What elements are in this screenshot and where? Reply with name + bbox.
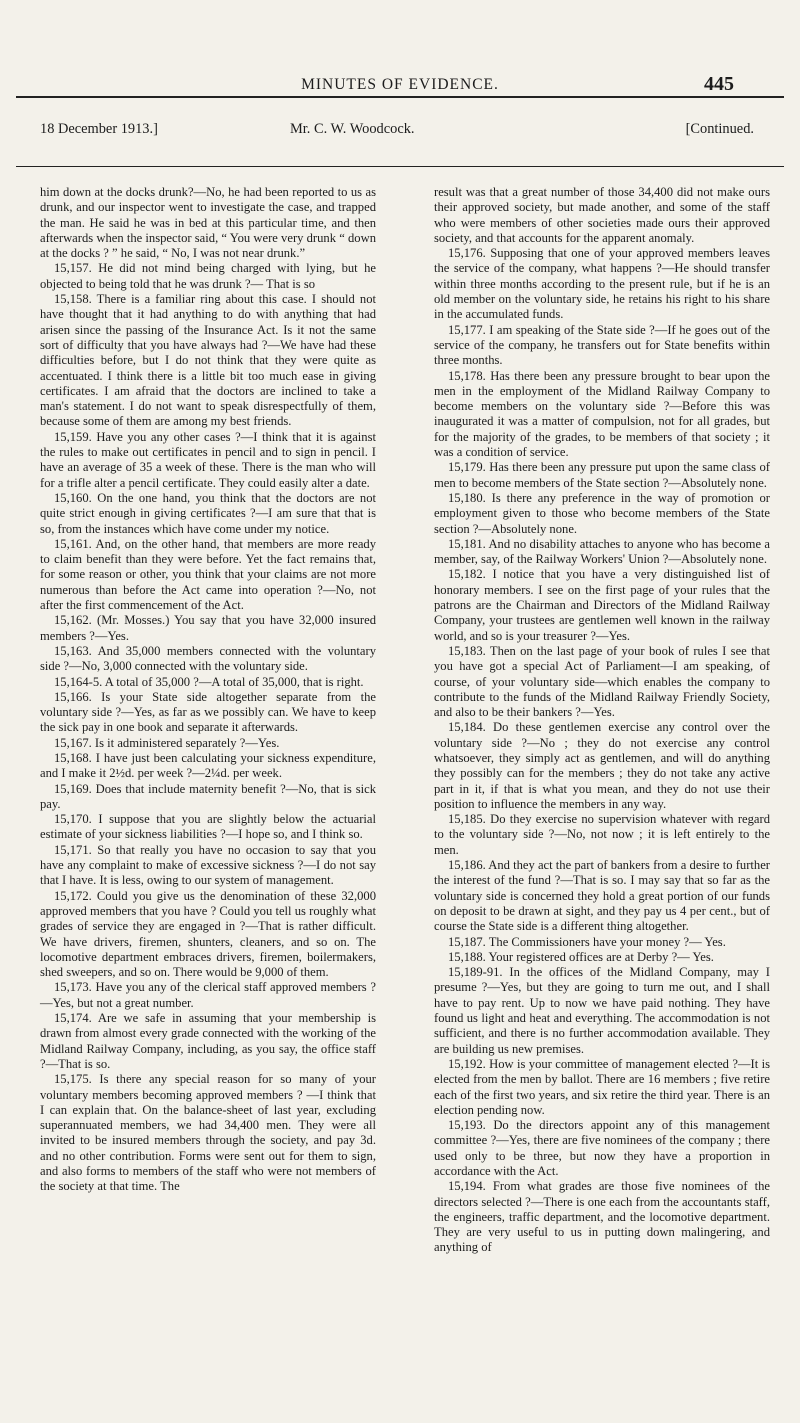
paragraph: 15,167. Is it administered separately ?—Yes. — [54, 735, 280, 750]
paragraph: 15,193. Do the directors appoint any of this management committee ?—Yes, there are five nominees of the company ; there used only to be three, but now they have a proportion in accordance with the Act. — [434, 1118, 770, 1178]
page-title: MINUTES OF EVIDENCE. — [301, 76, 499, 93]
running-head — [40, 121, 754, 141]
witness-name: Mr. C. W. Woodcock. — [290, 121, 415, 137]
paragraph: 15,176. Supposing that one of your approved members leaves the service of the company, what happens ?—He should transfer within three months according to the present rule, but if he is an old member on the voluntary side, he retains his right to his share in the accumulated funds. — [434, 246, 770, 322]
paragraph: 15,179. Has there been any pressure put upon the same class of men to become members of the State section ?—Absolutely none. — [434, 460, 770, 490]
paragraph: 15,186. And they act the part of bankers from a desire to further the interest of the fund ?—That is so. I may say that so far as the voluntary side is concerned they hold a great portion of our funds on deposit to be drawn at sight, and they pay us 4 per cent., but of course the State side is a different thing altogether. — [434, 858, 770, 934]
paragraph: 15,177. I am speaking of the State side ?—If he goes out of the service of the company, he transfers out for State benefits within three months. — [434, 322, 770, 368]
paragraph: 15,175. Is there any special reason for so many of your voluntary members becoming approved members ? —I think that I can explain that. On the balance-sheet of last year, excluding superannuated members, we had 34,400 men. They were all invited to be insured members through the society, and pay 3d. and no other contribution. Forms were sent out for them to sign, and also forms to members of the staff who were not members of the society at that time. The — [40, 1072, 376, 1194]
paragraph: 15,160. On the one hand, you think that the doctors are not quite strict enough in giving certificates ?—I am sure that that is so, from the instances which have come under my notice. — [40, 490, 376, 536]
paragraph: 15,157. He did not mind being charged with lying, but he objected to being told that he was drunk ?— That is so — [40, 261, 376, 291]
paragraph: him down at the docks drunk?—No, he had been reported to us as drunk, and our inspector went to investigate the case, and trapped the man. He said he was in bed at this particular time, and then afterwards when the inspector said, “ You were very drunk “ down at the docks ? ” he said, “ No, I was not near drunk.” — [40, 185, 376, 261]
paragraph: 15,188. Your registered offices are at Derby ?— Yes. — [448, 949, 714, 964]
right-column — [434, 185, 770, 1256]
paragraph: 15,181. And no disability attaches to anyone who has become a member, say, of the Railway Workers' Union ?—Absolutely none. — [434, 536, 770, 567]
paragraph: 15,166. Is your State side altogether separate from the voluntary side ?—Yes, as far as we possibly can. We have to keep the sick pay in one book and separate it afterwards. — [40, 689, 376, 735]
paragraph: 15,162. (Mr. Mosses.) You say that you have 32,000 insured members ?—Yes. — [40, 613, 376, 643]
paragraph: 15,161. And, on the other hand, that members are more ready to claim benefit than they were before. Yet the fact remains that, for some reason or other, you think that your claims are not more numerous than before the Act came into operation ?—No, not after the first commencement of the Act. — [40, 536, 376, 613]
paragraph: 15,171. So that really you have no occasion to say that you have any complaint to make of excessive sickness ?—I do not say that I have. It is less, owing to our system of management. — [40, 842, 376, 888]
paragraph: 15,194. From what grades are those five nominees of the directors selected ?—There is one each from the accountants staff, the engineers, traffic department, and the locomotive department. They are very useful to us in putting down malingering, and anything of — [434, 1179, 770, 1255]
paragraph: 15,158. There is a familiar ring about this case. I should not have thought that it had anything to do with anything that had arisen since the passing of the Insurance Act. Is it not the same sort of difficulty that you have always had ?—We have had these difficulties before, but I do not think that they were quite as accentuated. I think there is a little bit too much ease in giving certificates. I am afraid that the doctors are inclined to take a man's statement. I do not want to speak disrespectfully of them, because some of them are among my best friends. — [40, 292, 376, 429]
left-column — [40, 185, 376, 1195]
paragraph: 15,173. Have you any of the clerical staff approved members ?—Yes, but not a great number. — [40, 980, 376, 1010]
head-rule — [16, 166, 784, 167]
paragraph: 15,163. And 35,000 members connected with the voluntary side ?—No, 3,000 connected with the voluntary side. — [40, 643, 376, 674]
paragraph: 15,183. Then on the last page of your book of rules I see that you have got a special Act of Parliament—I am speaking, of course, of your voluntary side—which enables the company to contribute to the funds of the Midland Railway Friendly Society, and also to be their bankers ?—Yes. — [434, 643, 770, 720]
paragraph: 15,178. Has there been any pressure brought to bear upon the men in the employment of the Midland Railway Company to become members on the voluntary side ?—Before this was inaugurated it was a matter of compulsion, not for all grades, but for the majority of the grades, to be members of that society ; it was a condition of service. — [434, 368, 770, 460]
paragraph: result was that a great number of those 34,400 did not make ours their approved society, but made another, and some of the staff who were members of other societies made ours their approved society, and that accounts for the apparent anomaly. — [434, 185, 770, 245]
paragraph: 15,159. Have you any other cases ?—I think that it is against the rules to make out certificates in pencil and to sign in pencil. I have an average of 35 a week of these. There is the man who will for a trifle alter a pencil certificate. They could easily alter a date. — [40, 429, 376, 490]
paragraph: 15,185. Do they exercise no supervision whatever with regard to the voluntary side ?—No, not now ; it is left entirely to the men. — [434, 812, 770, 857]
paragraph: 15,187. The Commissioners have your money ?— Yes. — [448, 934, 726, 949]
paragraph: 15,169. Does that include maternity benefit ?—No, that is sick pay. — [40, 781, 376, 811]
page-number: 445 — [704, 73, 734, 95]
continued-label: [Continued. — [685, 121, 754, 137]
paragraph: 15,180. Is there any preference in the way of promotion or employment given to those who become members of the State section ?—Absolutely none. — [434, 490, 770, 536]
paragraph: 15,189-91. In the offices of the Midland Company, may I presume ?—Yes, but they are going to turn me out, and I shall have to pay rent. Up to now we have paid nothing. They have found us light and heat and everything. The accommodation is not sufficient, and there is no further accommodation available. They are building us new premises. — [434, 965, 770, 1056]
paragraph: 15,184. Do these gentlemen exercise any control over the voluntary side ?—No ; they do not exercise any control whatsoever, they simply act as gentlemen, and will do anything they possibly can for the members ; they do not take any active part in it, if that is what you mean, and they do not use their position to influence the members in any way. — [434, 720, 770, 811]
paragraph: 15,164-5. A total of 35,000 ?—A total of 35,000, that is right. — [54, 674, 364, 689]
paragraph: 15,170. I suppose that you are slightly below the actuarial estimate of your sickness liabilities ?—I hope so, and I think so. — [40, 812, 376, 842]
paragraph: 15,174. Are we safe in assuming that your membership is drawn from almost every grade connected with the working of the Midland Railway Company, including, as you say, the office staff ?—That is so. — [40, 1011, 376, 1071]
top-rule — [16, 96, 784, 98]
paragraph: 15,192. How is your committee of management elected ?—It is elected from the men by ballot. There are 16 members ; five retire each of the first two years, and six retire the third year. There is an election pending now. — [434, 1056, 770, 1117]
paragraph: 15,172. Could you give us the denomination of these 32,000 approved members that you have ? Could you tell us roughly what grades of service they are engaged in ?—That is rather difficult. We have drivers, firemen, shunters, cleaners, and so on. The locomotive department embraces drivers, firemen, boilermakers, shed sweepers, and so on. There would be 9,000 of them. — [40, 888, 376, 980]
hearing-date: 18 December 1913.] — [40, 121, 158, 137]
paragraph: 15,182. I notice that you have a very distinguished list of honorary members. I see on the first page of your rules that the patrons are the Chairman and Directors of the Midland Railway Company, your trustees are gentlemen well known in the railway world, and so is your treasurer ?—Yes. — [434, 567, 770, 643]
paragraph: 15,168. I have just been calculating your sickness expenditure, and I make it 2½d. per week ?—2¼d. per week. — [40, 750, 376, 781]
